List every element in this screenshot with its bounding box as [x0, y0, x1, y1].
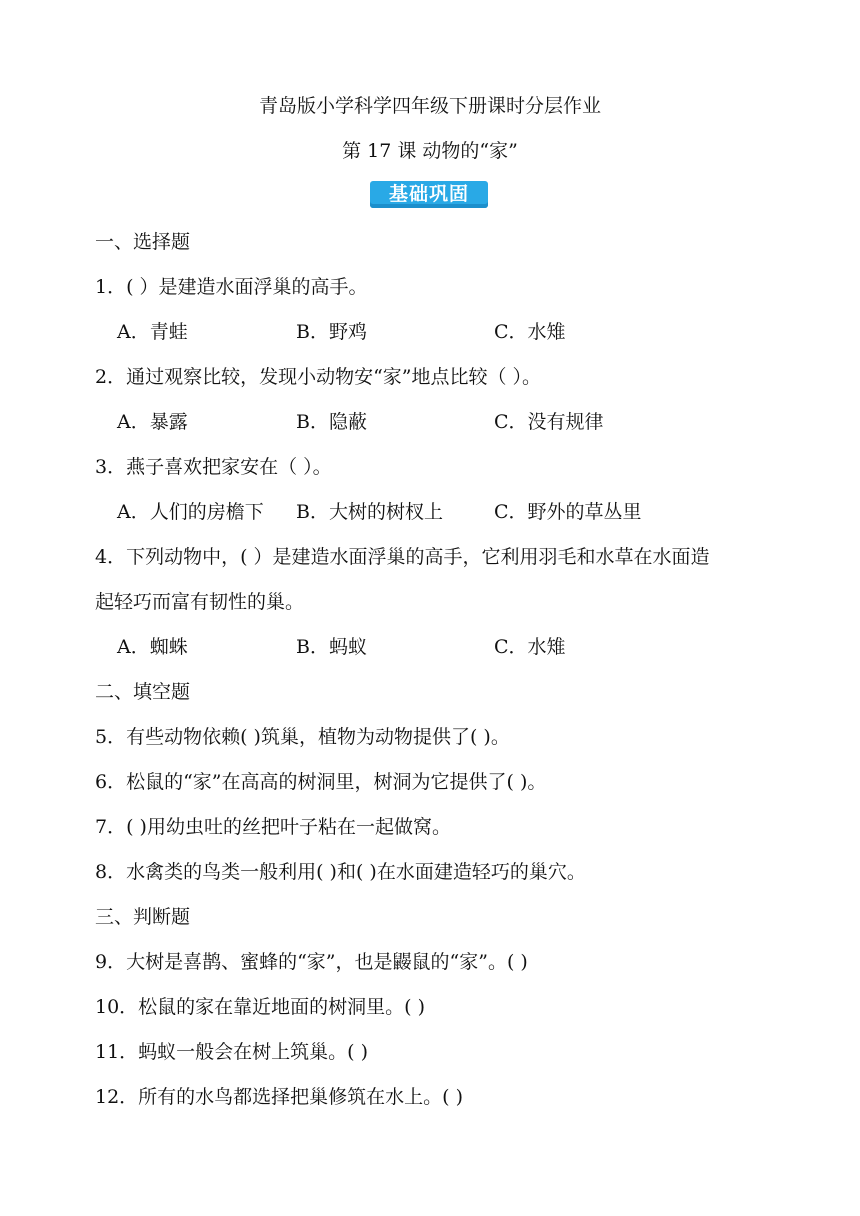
section-heading-judge: 三、判断题: [95, 906, 191, 928]
question-9: 9．大树是喜鹊、蜜蜂的“家”，也是鼹鼠的“家”。( ): [95, 951, 528, 973]
q2-option-c: C．没有规律: [494, 411, 604, 433]
q4-option-a: A．蜘蛛: [117, 636, 188, 658]
section-badge: 基础巩固: [370, 181, 488, 208]
q4-option-c: C．水雉: [494, 636, 566, 658]
question-4-line-1: 4．下列动物中，( ）是建造水面浮巢的高手，它利用羽毛和水草在水面造: [95, 546, 710, 568]
question-1: 1．( ）是建造水面浮巢的高手。: [95, 276, 368, 298]
question-2: 2．通过观察比较，发现小动物安“家”地点比较（ ）。: [95, 366, 542, 388]
q2-option-b: B．隐蔽: [296, 411, 367, 433]
question-7: 7．( )用幼虫吐的丝把叶子粘在一起做窝。: [95, 816, 451, 838]
question-4-line-2: 起轻巧而富有韧性的巢。: [95, 591, 305, 613]
q1-option-a: A．青蛙: [117, 321, 188, 343]
question-10: 10．松鼠的家在靠近地面的树洞里。( ): [95, 996, 426, 1018]
question-12: 12．所有的水鸟都选择把巢修筑在水上。( ): [95, 1086, 464, 1108]
question-6: 6．松鼠的“家”在高高的树洞里，树洞为它提供了( )。: [95, 771, 547, 793]
q3-option-a: A．人们的房檐下: [117, 501, 264, 523]
section-heading-fill: 二、填空题: [95, 681, 191, 703]
q3-option-b: B．大树的树杈上: [296, 501, 443, 523]
q1-option-c: C．水雉: [494, 321, 566, 343]
question-3: 3．燕子喜欢把家安在（ ）。: [95, 456, 332, 478]
section-heading-choice: 一、选择题: [95, 231, 191, 253]
q2-option-a: A．暴露: [117, 411, 188, 433]
page-title: 青岛版小学科学四年级下册课时分层作业: [258, 95, 601, 117]
question-11: 11．蚂蚁一般会在树上筑巢。( ): [95, 1041, 369, 1063]
q3-option-c: C．野外的草丛里: [494, 501, 642, 523]
q4-option-b: B．蚂蚁: [296, 636, 367, 658]
lesson-subtitle: 第 17 课 动物的“家”: [342, 140, 518, 162]
q1-option-b: B．野鸡: [296, 321, 367, 343]
question-8: 8．水禽类的鸟类一般利用( )和( )在水面建造轻巧的巢穴。: [95, 861, 586, 883]
question-5: 5．有些动物依赖( )筑巢，植物为动物提供了( )。: [95, 726, 510, 748]
